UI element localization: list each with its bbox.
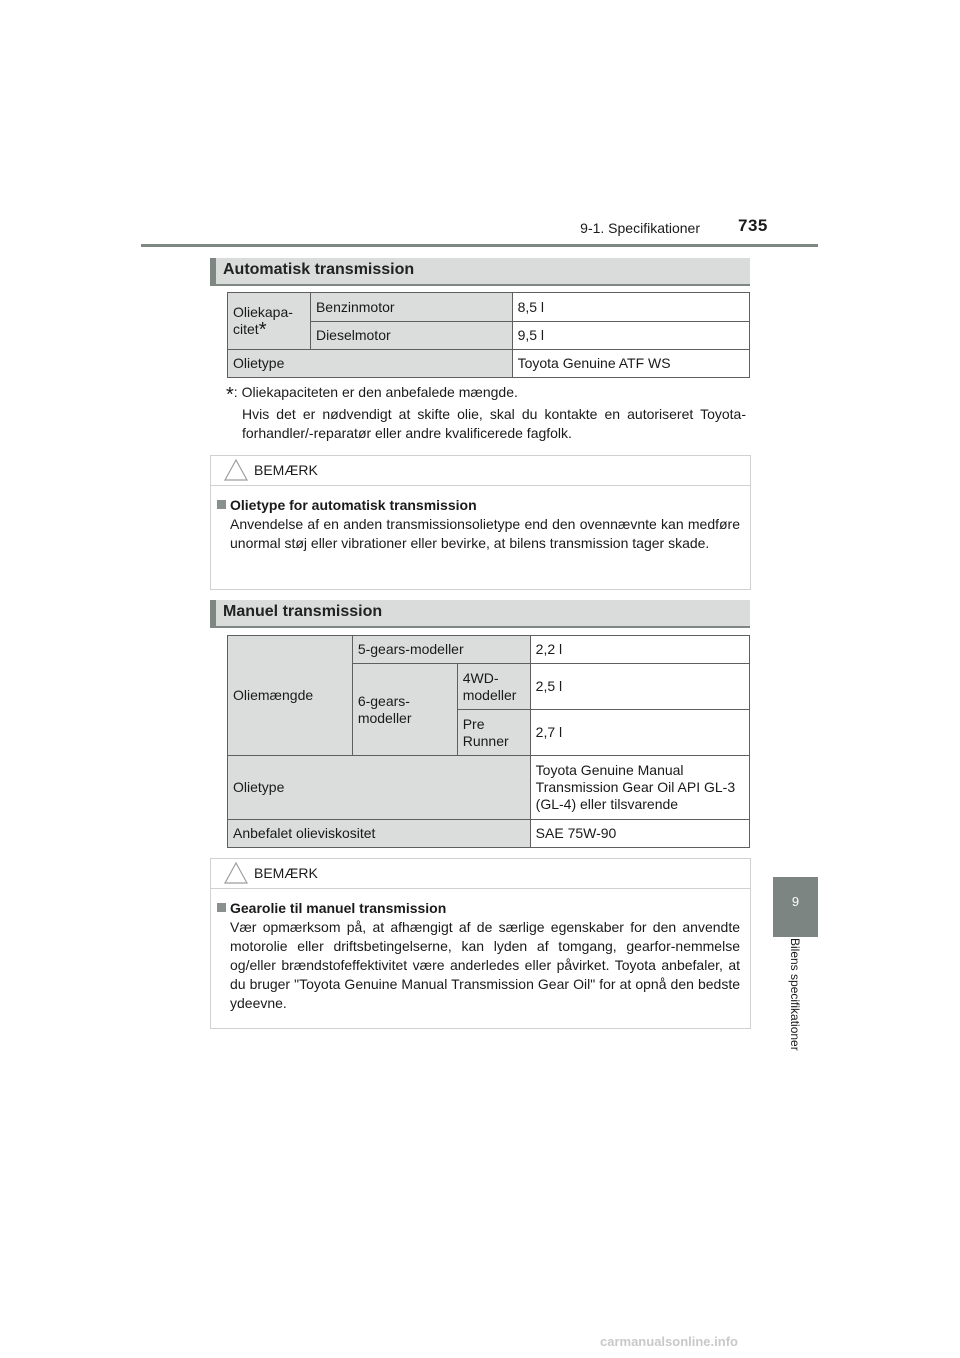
- square-bullet-icon: [217, 500, 226, 509]
- note-body: [211, 889, 750, 1027]
- capacity-label-cell: [228, 293, 311, 350]
- capacity-label: Oliekapa-citet: [233, 303, 293, 337]
- oil-type-label: Olietype: [228, 350, 513, 378]
- automatic-spec-table: [227, 292, 750, 378]
- square-bullet-icon: [217, 903, 226, 912]
- chapter-label-text: Bilens specifikationer: [788, 938, 802, 1051]
- note-title-text: Gearolie til manuel transmission: [230, 900, 447, 916]
- footnote-star: *: [226, 384, 234, 406]
- viscosity-value: SAE 75W-90: [530, 820, 749, 848]
- heading-text: Automatisk transmission: [223, 261, 415, 278]
- oil-type-value: Toyota Genuine Manual Transmission Gear Oil API GL-3 (GL-4) eller tilsvarende: [530, 756, 749, 820]
- note-paragraph: Vær opmærksom på, at afhængigt af de særlige egenskaber for den anvendte motorolie eller driftsbetingelserne, kan lyden af tomgang, gearfor-nemmelse og/eller brændstofeffektivitet være anderledes eller påvirket. Toyota anbefaler, at du bruger "Toyota Genuine Manual Transmission Gear Oil" for at opnå den bedste ydeevne.: [230, 919, 740, 1011]
- five-gear-value: 2,2 l: [530, 636, 749, 664]
- header-rule: [141, 244, 818, 247]
- engine-label: Dieselmotor: [310, 322, 512, 350]
- engine-value: 8,5 l: [512, 293, 749, 322]
- heading-bar: [210, 258, 216, 286]
- note-title: [217, 496, 740, 515]
- sub-model-label: 4WD-modeller: [457, 664, 530, 710]
- sub-model-label: Pre Runner: [457, 710, 530, 756]
- chapter-label: [783, 938, 807, 1088]
- viscosity-label: Anbefalet olieviskositet: [228, 820, 531, 848]
- six-gear-label: 6-gears-modeller: [352, 664, 457, 756]
- page-number: 735: [738, 216, 768, 235]
- note-label: BEMÆRK: [254, 865, 318, 881]
- manual-spec-table: [227, 635, 750, 848]
- sub-model-value: 2,7 l: [530, 710, 749, 756]
- oil-type-value: Toyota Genuine ATF WS: [512, 350, 749, 378]
- note-header: [211, 456, 750, 486]
- heading-bar: [210, 600, 216, 628]
- heading-text: Manuel transmission: [223, 603, 383, 620]
- note-body: [211, 486, 750, 567]
- note-box-automatic: [210, 455, 751, 590]
- warning-triangle-icon: [224, 862, 248, 884]
- section-title: 9-1. Specifikationer: [580, 220, 700, 236]
- footnote-line-2: Hvis det er nødvendigt at skifte olie, skal du kontakte en autoriseret Toyota-forhandler/-reparatør eller andre kvalificerede fagfolk.: [242, 406, 746, 441]
- note-box-manual: [210, 858, 751, 1029]
- note-title-text: Olietype for automatisk transmission: [230, 497, 477, 513]
- footnote: [226, 383, 746, 443]
- note-title: [217, 899, 740, 918]
- sub-model-value: 2,5 l: [530, 664, 749, 710]
- oil-type-label: Olietype: [228, 756, 531, 820]
- engine-label: Benzinmotor: [310, 293, 512, 322]
- section-heading-manual: [210, 600, 750, 628]
- amount-label: Oliemængde: [228, 636, 353, 756]
- footnote-line-1: : Oliekapaciteten er den anbefalede mængde.: [233, 384, 518, 400]
- watermark: carmanualsonline.info: [600, 1334, 738, 1349]
- engine-value: 9,5 l: [512, 322, 749, 350]
- five-gear-label: 5-gears-modeller: [352, 636, 530, 664]
- note-label: BEMÆRK: [254, 462, 318, 478]
- section-heading-automatic: [210, 258, 750, 286]
- capacity-star: *: [258, 318, 267, 341]
- chapter-tab: 9: [773, 877, 818, 937]
- note-paragraph: Anvendelse af en anden transmissionsolietype end den ovennævnte kan medføre unormal støj eller vibrationer eller bevirke, at bilens transmission tager skade.: [230, 516, 740, 551]
- warning-triangle-icon: [224, 459, 248, 481]
- note-header: [211, 859, 750, 889]
